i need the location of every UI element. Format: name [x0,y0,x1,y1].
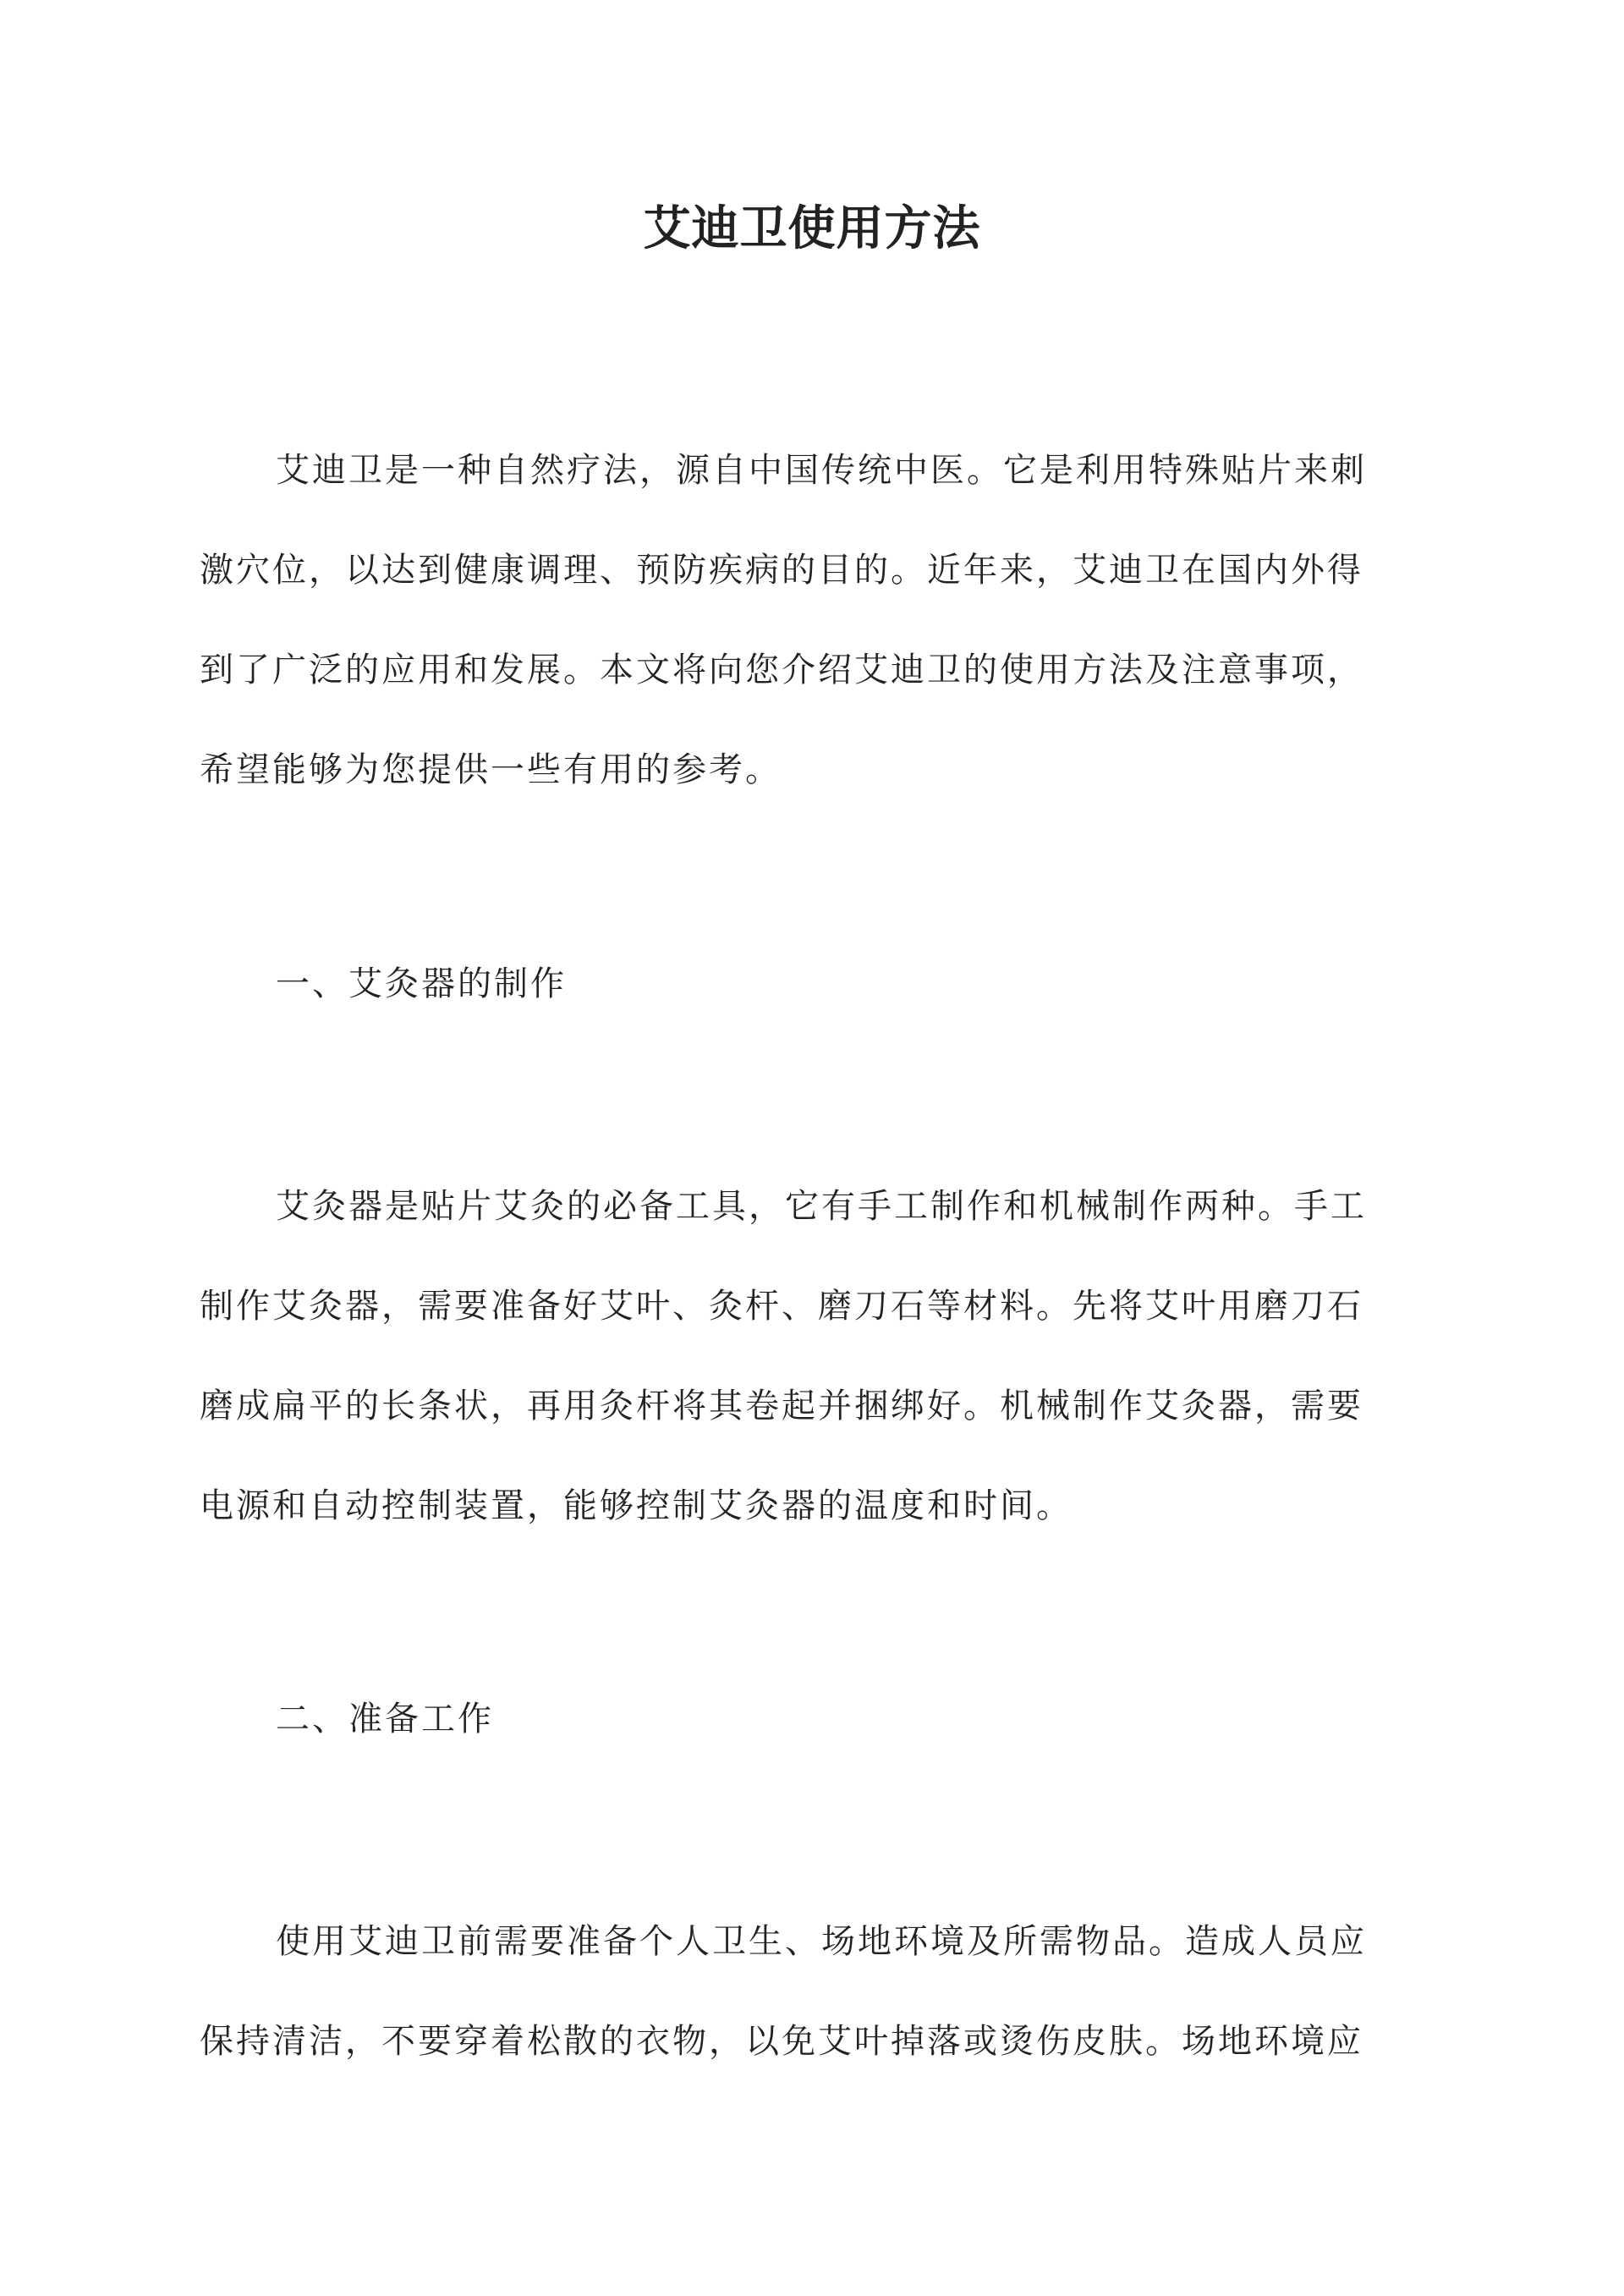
section2-paragraph [200,1892,1424,2091]
section-heading-1: 一、艾灸器的制作 [276,964,567,1003]
paragraph-line: 使用艾迪卫前需要准备个人卫生、场地环境及所需物品。造成人员应 [276,1922,1367,1961]
paragraph-line: 激穴位，以达到健康调理、预防疾病的目的。近年来，艾迪卫在国内外得 [200,551,1363,590]
paragraph-line: 电源和自动控制装置，能够控制艾灸器的温度和时间。 [200,1486,1073,1525]
paragraph-line: 制作艾灸器，需要准备好艾叶、灸杆、磨刀石等材料。先将艾叶用磨刀石 [200,1287,1363,1326]
document-title: 艾迪卫使用方法 [643,200,981,256]
paragraph-line: 希望能够为您提供一些有用的参考。 [200,750,782,789]
section1-paragraph [200,1156,1424,1556]
paragraph-line: 保持清洁，不要穿着松散的衣物，以免艾叶掉落或烫伤皮肤。场地环境应 [200,2022,1363,2061]
paragraph-line: 艾灸器是贴片艾灸的必备工具，它有手工制作和机械制作两种。手工 [276,1187,1367,1226]
paragraph-line: 磨成扁平的长条状，再用灸杆将其卷起并捆绑好。机械制作艾灸器，需要 [200,1387,1363,1425]
paragraph-line: 艾迪卫是一种自然疗法，源自中国传统中医。它是利用特殊贴片来刺 [276,451,1367,490]
paragraph-line: 到了广泛的应用和发展。本文将向您介绍艾迪卫的使用方法及注意事项， [200,651,1363,689]
intro-paragraph [200,420,1424,820]
section-heading-2: 二、准备工作 [276,1700,494,1738]
